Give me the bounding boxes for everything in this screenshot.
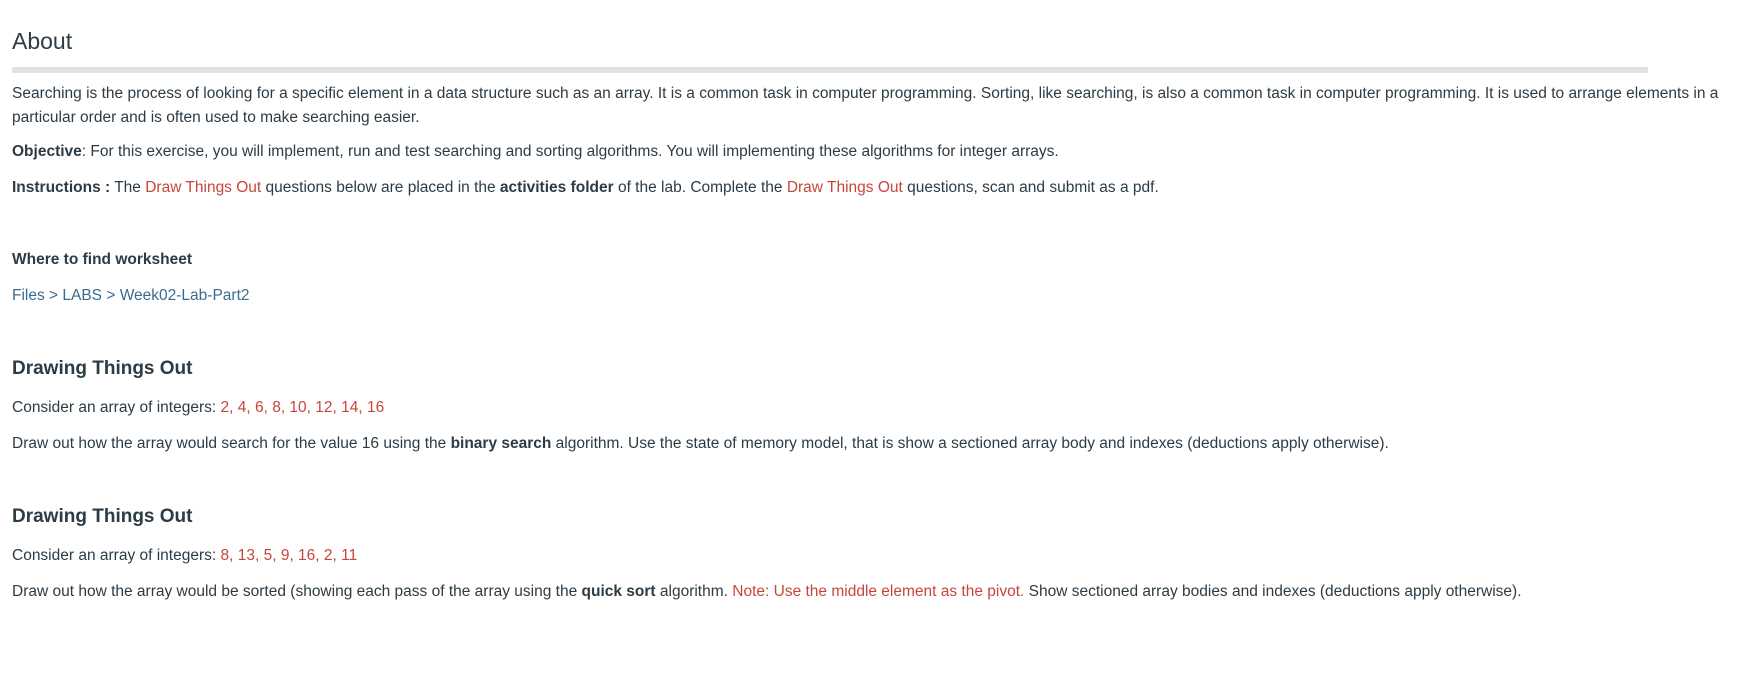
section1-array-line — [12, 396, 384, 420]
section1-instructions — [12, 432, 1389, 456]
consider-label: Consider an array of integers: — [12, 399, 221, 416]
consider-label: Consider an array of integers: — [12, 547, 221, 564]
section-title-quick-sort: Drawing Things Out — [12, 506, 193, 527]
instructions-text: of the lab. Complete the — [613, 179, 787, 196]
instructions-label: Instructions : — [12, 179, 111, 196]
section1-text: algorithm. Use the state of memory model, that is show a sectioned array body and indexes (deductions apply otherwise). — [551, 435, 1389, 452]
objective-label: Objective — [12, 143, 82, 160]
worksheet-heading: Where to find worksheet — [12, 251, 192, 268]
instructions-paragraph — [12, 176, 1159, 200]
objective-text: : For this exercise, you will implement, run and test searching and sorting algorithms. You will implementing these algorithms for integer arrays. — [81, 143, 1059, 160]
section1-array-values: 2, 4, 6, 8, 10, 12, 14, 16 — [220, 399, 385, 416]
section2-instructions — [12, 580, 1522, 604]
section-title-binary-search: Drawing Things Out — [12, 358, 193, 379]
section2-array-line — [12, 544, 357, 568]
worksheet-path-link[interactable]: Files > LABS > Week02-Lab-Part2 — [12, 287, 250, 304]
section2-text: algorithm. — [655, 583, 733, 600]
page-title: About — [12, 28, 73, 54]
instructions-text: questions, scan and submit as a pdf. — [902, 179, 1159, 196]
section2-text: Draw out how the array would be sorted (showing each pass of the array using the — [12, 583, 582, 600]
pivot-note: Note: Use the middle element as the pivot. — [732, 583, 1025, 600]
draw-things-out-highlight: Draw Things Out — [145, 179, 262, 196]
intro-paragraph: Searching is the process of looking for a specific element in a data structure such as an array. It is a common task in computer programming. Sorting, like searching, is also a common task in computer programming. It is used to arrange elements in a particular order and is often used to make searching easier. — [12, 85, 1719, 126]
section1-text: Draw out how the array would search for the value 16 using the — [12, 435, 451, 452]
title-divider — [12, 67, 1648, 73]
activities-folder-label: activities folder — [499, 179, 614, 196]
draw-things-out-highlight: Draw Things Out — [786, 179, 903, 196]
binary-search-label: binary search — [450, 435, 552, 452]
quick-sort-label: quick sort — [581, 583, 656, 600]
section2-text: Show sectioned array bodies and indexes (deductions apply otherwise). — [1024, 583, 1522, 600]
section2-array-values: 8, 13, 5, 9, 16, 2, 11 — [220, 547, 358, 564]
objective-paragraph — [12, 140, 1059, 164]
worksheet-path-paragraph — [12, 284, 250, 308]
instructions-text: questions below are placed in the — [261, 179, 500, 196]
instructions-text: The — [110, 179, 146, 196]
